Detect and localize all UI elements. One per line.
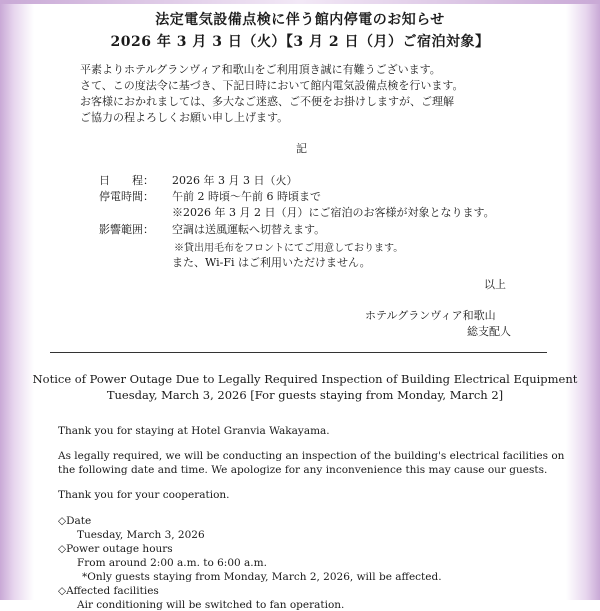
- en-facilities-value: Air conditioning will be switched to fan operation.: [77, 599, 345, 611]
- jp-time-note: ※2026 年 3 月 2 日（月）にご宿泊のお客様が対象となります。: [172, 206, 495, 219]
- jp-impact-value2: また、Wi-Fi はご利用いただけません。: [172, 256, 371, 269]
- en-hours-heading: ◇Power outage hours: [58, 543, 173, 555]
- en-hours-note: *Only guests staying from Monday, March 2, 2026, will be affected.: [82, 571, 442, 583]
- en-legal-line: As legally required, we will be conducting an inspection of the building's electrical facilities on: [58, 450, 565, 462]
- en-date-value: Tuesday, March 3, 2026: [77, 529, 205, 541]
- jp-signature-hotel: ホテルグランヴィア和歌山: [365, 309, 496, 322]
- jp-impact-value: 空調は送風運転へ切替えます。: [172, 223, 326, 236]
- jp-signature-title: 総支配人: [467, 325, 511, 338]
- en-title-line1: Notice of Power Outage Due to Legally Required Inspection of Building Electrical Equipment: [32, 372, 578, 386]
- jp-intro-line: お客様におかれましては、多大なご迷惑、ご不便をお掛けしますが、ご理解: [80, 95, 454, 108]
- jp-intro-line: さて、この度法令に基づき、下記日時において館内電気設備点検を行います。: [80, 79, 464, 92]
- en-hours-value: From around 2:00 a.m. to 6:00 a.m.: [77, 557, 267, 569]
- en-thanks: Thank you for staying at Hotel Granvia Wakayama.: [58, 425, 330, 437]
- section-divider: [50, 352, 547, 353]
- jp-title-line2: 2026 年 3 月 3 日（火）【3 月 2 日（月）ご宿泊対象】: [110, 34, 490, 50]
- jp-intro-line: 平素よりホテルグランヴィア和歌山をご利用頂き誠に有難うございます。: [80, 63, 441, 76]
- jp-ijo: 以上: [484, 278, 506, 291]
- jp-date-label: 日 程：: [99, 174, 154, 187]
- en-cooperation: Thank you for your cooperation.: [58, 489, 230, 501]
- jp-time-value: 午前 2 時頃～午前 6 時頃まで: [172, 190, 321, 203]
- en-title-line2: Tuesday, March 3, 2026 [For guests staying from Monday, March 2]: [106, 388, 504, 402]
- jp-impact-label: 影響範囲：: [99, 223, 154, 236]
- jp-ki: 記: [296, 142, 307, 155]
- jp-title-line1: 法定電気設備点検に伴う館内停電のお知らせ: [155, 12, 445, 28]
- jp-time-label: 停電時間：: [99, 190, 154, 203]
- jp-date-value: 2026 年 3 月 3 日（火）: [172, 174, 298, 187]
- en-facilities-heading: ◇Affected facilities: [58, 585, 159, 597]
- en-date-heading: ◇Date: [58, 515, 92, 527]
- jp-intro-line: ご協力の程よろしくお願い申し上げます。: [80, 111, 289, 124]
- en-legal-line: the following date and time. We apologize for any inconvenience this may cause our guests.: [58, 464, 548, 476]
- jp-impact-note: ※貸出用毛布をフロントにてご用意しております。: [174, 243, 404, 254]
